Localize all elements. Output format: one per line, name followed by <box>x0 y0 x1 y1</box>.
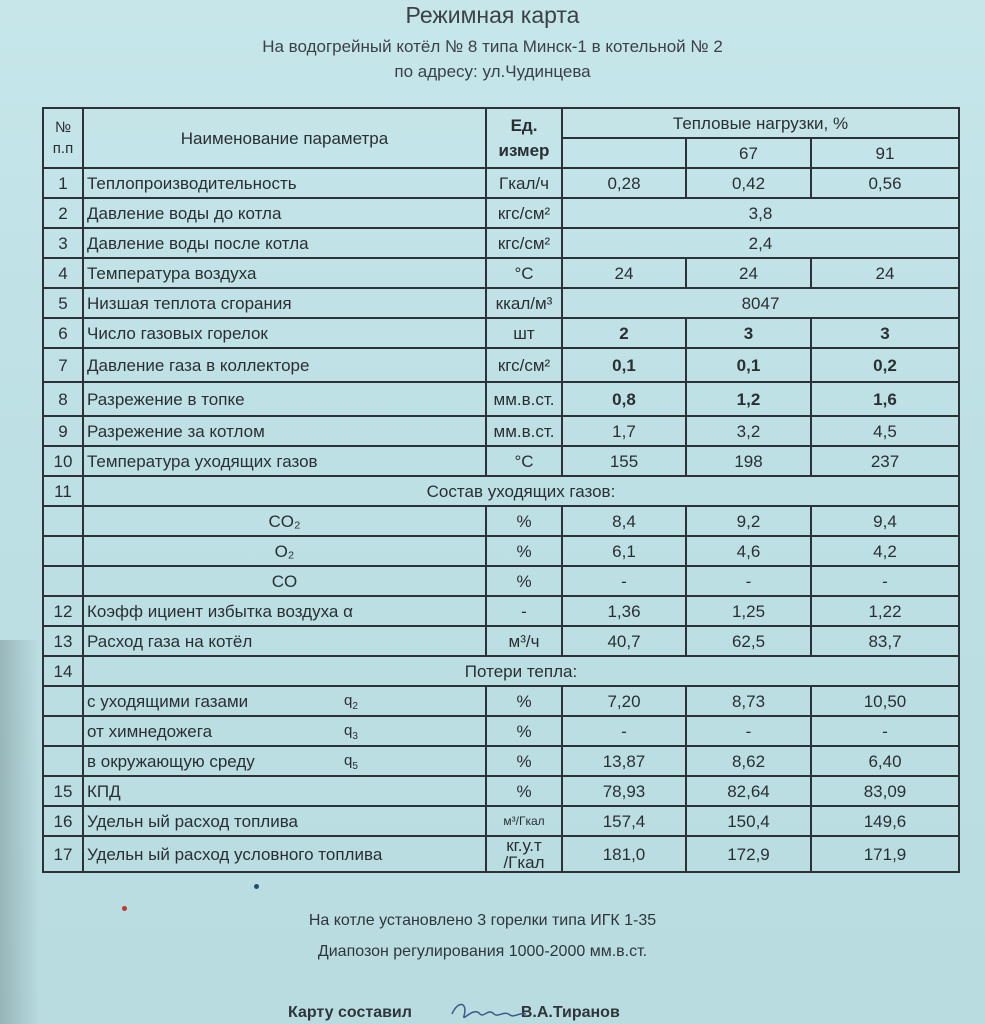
table-row <box>43 716 959 746</box>
header-unit-line1: Ед. <box>510 115 538 135</box>
row-value-2: 4,6 <box>686 536 811 566</box>
row-param-name: Температура воздуха <box>83 258 486 288</box>
row-number: 15 <box>43 776 83 806</box>
table-row <box>43 382 959 416</box>
table-row <box>43 776 959 806</box>
row-unit: % <box>486 686 562 716</box>
row-number: 10 <box>43 446 83 476</box>
row-number-empty <box>43 506 83 536</box>
row-param-name: Число газовых горелок <box>83 318 486 348</box>
row-value-1: 40,7 <box>562 626 686 656</box>
row-param-name: Давление воды после котла <box>83 228 486 258</box>
row-param-name: Разрежение в топке <box>83 382 486 416</box>
loss-symbol-index: 5 <box>352 761 358 772</box>
row-param-name: КПД <box>83 776 486 806</box>
row-value-1: 1,7 <box>562 416 686 446</box>
row-unit: - <box>486 596 562 626</box>
row-value-3: 9,4 <box>811 506 959 536</box>
header-number-abbr: п.п <box>52 140 74 157</box>
header-load-2: 67 <box>686 138 811 168</box>
header-unit <box>486 108 562 168</box>
row-number-empty <box>43 686 83 716</box>
row-unit: м³/Гкал <box>486 806 562 836</box>
table-row <box>43 506 959 536</box>
header-unit-line2: измер <box>498 141 550 160</box>
row-value-2: 1,25 <box>686 596 811 626</box>
row-value-3: 6,40 <box>811 746 959 776</box>
row-unit: % <box>486 566 562 596</box>
row-value-1: - <box>562 566 686 596</box>
row-unit: % <box>486 536 562 566</box>
row-unit: мм.в.ст. <box>486 382 562 416</box>
row-value-2: 3 <box>686 318 811 348</box>
row-value-3: 237 <box>811 446 959 476</box>
table-row <box>43 746 959 776</box>
row-param-name: Удельн ый расход условного топлива <box>83 836 486 872</box>
row-value-1: 0,1 <box>562 348 686 382</box>
row-number: 14 <box>43 656 83 686</box>
table-row <box>43 168 959 198</box>
row-unit <box>486 836 562 872</box>
row-value-3: 1,6 <box>811 382 959 416</box>
signature-icon <box>448 996 528 1024</box>
row-value-3: - <box>811 566 959 596</box>
row-value-1: 78,93 <box>562 776 686 806</box>
row-param-name: Теплопроизводительность <box>83 168 486 198</box>
row-number-empty <box>43 716 83 746</box>
gas-composition-title: Состав уходящих газов: <box>83 476 959 506</box>
row-param-name: Коэфф ициент избытка воздуха α <box>83 596 486 626</box>
row-value-1: 0,8 <box>562 382 686 416</box>
row-value-3: 0,2 <box>811 348 959 382</box>
table-row <box>43 198 959 228</box>
table-row <box>43 596 959 626</box>
row-value-3: 4,5 <box>811 416 959 446</box>
row-number: 17 <box>43 836 83 872</box>
row-number: 9 <box>43 416 83 446</box>
row-unit: % <box>486 716 562 746</box>
header-param-name: Наименование параметра <box>83 108 486 168</box>
row-unit: м³/ч <box>486 626 562 656</box>
row-value-2: 62,5 <box>686 626 811 656</box>
row-unit: % <box>486 776 562 806</box>
table-row <box>43 416 959 446</box>
row-unit: кгс/см² <box>486 228 562 258</box>
row-value-1: 1,36 <box>562 596 686 626</box>
row-param-name: Давление газа в коллекторе <box>83 348 486 382</box>
row-value-3: 24 <box>811 258 959 288</box>
row-value-3: 1,22 <box>811 596 959 626</box>
row-number: 3 <box>43 228 83 258</box>
card-title: Режимная карта <box>405 2 580 28</box>
loss-name <box>83 686 486 716</box>
row-value-2: 0,42 <box>686 168 811 198</box>
table-row <box>43 228 959 258</box>
table-row <box>43 258 959 288</box>
gas-component-name: CO <box>83 566 486 596</box>
row-value-1: 6,1 <box>562 536 686 566</box>
heat-losses-title-row <box>43 656 959 686</box>
row-value-1: 7,20 <box>562 686 686 716</box>
row-value-1: 181,0 <box>562 836 686 872</box>
row-value-2: 8,62 <box>686 746 811 776</box>
row-value-1: - <box>562 716 686 746</box>
row-unit-line1: кг.у.т <box>506 836 542 855</box>
loss-name <box>83 746 486 776</box>
row-value-2: - <box>686 716 811 746</box>
loss-symbol <box>344 723 358 742</box>
paper-speck <box>254 884 259 889</box>
regulation-range-note: Диапозон регулирования 1000-2000 мм.в.ст. <box>317 943 648 960</box>
row-unit: кгс/см² <box>486 198 562 228</box>
row-number-empty <box>43 566 83 596</box>
table-row <box>43 318 959 348</box>
row-unit: % <box>486 746 562 776</box>
row-value-2: 8,73 <box>686 686 811 716</box>
loss-symbol-index: 2 <box>352 701 358 712</box>
row-value-3: 3 <box>811 318 959 348</box>
row-unit: шт <box>486 318 562 348</box>
row-number: 12 <box>43 596 83 626</box>
burners-note: На котле установлено 3 горелки типа ИГК 1-35 <box>308 912 657 929</box>
row-number: 11 <box>43 476 83 506</box>
header-number <box>43 108 83 168</box>
loss-symbol-letter: q <box>344 722 353 739</box>
table-row <box>43 626 959 656</box>
loss-symbol <box>344 693 358 712</box>
loss-symbol-letter: q <box>344 692 353 709</box>
loss-label: с уходящими газами <box>87 691 249 711</box>
card-subtitle-boiler: На водогрейный котёл № 8 типа Минск-1 в котельной № 2 <box>262 37 723 56</box>
row-value-1: 13,87 <box>562 746 686 776</box>
table-row <box>43 566 959 596</box>
compiled-name: В.А.Тиранов <box>520 1004 620 1021</box>
table-row <box>43 288 959 318</box>
row-value-3: 4,2 <box>811 536 959 566</box>
header-loads-title: Тепловые нагрузки, % <box>562 108 959 138</box>
table-row <box>43 806 959 836</box>
row-value-2: - <box>686 566 811 596</box>
row-value-3: 149,6 <box>811 806 959 836</box>
row-value-2: 198 <box>686 446 811 476</box>
row-value-2: 3,2 <box>686 416 811 446</box>
row-value-2: 24 <box>686 258 811 288</box>
row-unit: мм.в.ст. <box>486 416 562 446</box>
row-number-empty <box>43 536 83 566</box>
loss-label: в окружающую среду <box>87 751 255 771</box>
row-value-2: 150,4 <box>686 806 811 836</box>
row-value-3: 83,09 <box>811 776 959 806</box>
header-load-3: 91 <box>811 138 959 168</box>
row-unit: кгс/см² <box>486 348 562 382</box>
loss-symbol-letter: q <box>344 752 353 769</box>
table-header-row <box>43 108 959 138</box>
row-unit-line2: /Гкал <box>503 853 545 872</box>
header-number-symbol: № <box>54 119 72 136</box>
row-unit: % <box>486 506 562 536</box>
header-load-1 <box>562 138 686 168</box>
row-value-span: 2,4 <box>562 228 959 258</box>
row-value-2: 82,64 <box>686 776 811 806</box>
row-value-2: 9,2 <box>686 506 811 536</box>
row-value-3: 0,56 <box>811 168 959 198</box>
card-subtitle-address: по адресу: ул.Чудинцева <box>394 62 591 81</box>
row-value-3: 171,9 <box>811 836 959 872</box>
row-value-1: 155 <box>562 446 686 476</box>
paper-edge-shadow <box>0 640 40 1024</box>
table-row <box>43 836 959 872</box>
gas-component-name: O₂ <box>83 536 486 566</box>
row-number-empty <box>43 746 83 776</box>
row-number: 1 <box>43 168 83 198</box>
table-row <box>43 446 959 476</box>
row-value-3: 10,50 <box>811 686 959 716</box>
row-value-3: 83,7 <box>811 626 959 656</box>
row-number: 5 <box>43 288 83 318</box>
row-number: 2 <box>43 198 83 228</box>
row-number: 4 <box>43 258 83 288</box>
row-number: 7 <box>43 348 83 382</box>
row-value-1: 0,28 <box>562 168 686 198</box>
row-unit: °С <box>486 258 562 288</box>
row-value-span: 3,8 <box>562 198 959 228</box>
compiled-label: Карту составил <box>288 1004 412 1021</box>
row-value-1: 2 <box>562 318 686 348</box>
table-row <box>43 348 959 382</box>
regime-card-table <box>42 107 960 873</box>
row-param-name: Низшая теплота сгорания <box>83 288 486 318</box>
row-unit: °С <box>486 446 562 476</box>
row-unit: ккал/м³ <box>486 288 562 318</box>
table-row <box>43 536 959 566</box>
row-param-name: Температура уходящих газов <box>83 446 486 476</box>
gas-composition-title-row <box>43 476 959 506</box>
paper-speck <box>122 906 127 911</box>
row-param-name: Удельн ый расход топлива <box>83 806 486 836</box>
row-value-2: 1,2 <box>686 382 811 416</box>
row-value-1: 157,4 <box>562 806 686 836</box>
heat-losses-title: Потери тепла: <box>83 656 959 686</box>
row-number: 13 <box>43 626 83 656</box>
row-param-name: Расход газа на котёл <box>83 626 486 656</box>
table-row <box>43 686 959 716</box>
row-number: 8 <box>43 382 83 416</box>
row-number: 6 <box>43 318 83 348</box>
row-value-2: 172,9 <box>686 836 811 872</box>
loss-name <box>83 716 486 746</box>
loss-symbol-index: 3 <box>352 731 358 742</box>
row-value-span: 8047 <box>562 288 959 318</box>
row-param-name: Разрежение за котлом <box>83 416 486 446</box>
loss-symbol <box>344 753 358 772</box>
row-value-2: 0,1 <box>686 348 811 382</box>
row-unit: Гкал/ч <box>486 168 562 198</box>
row-value-3: - <box>811 716 959 746</box>
loss-label: от химнедожега <box>87 721 213 741</box>
row-value-1: 8,4 <box>562 506 686 536</box>
row-value-1: 24 <box>562 258 686 288</box>
row-number: 16 <box>43 806 83 836</box>
row-param-name: Давление воды до котла <box>83 198 486 228</box>
gas-component-name: CO₂ <box>83 506 486 536</box>
